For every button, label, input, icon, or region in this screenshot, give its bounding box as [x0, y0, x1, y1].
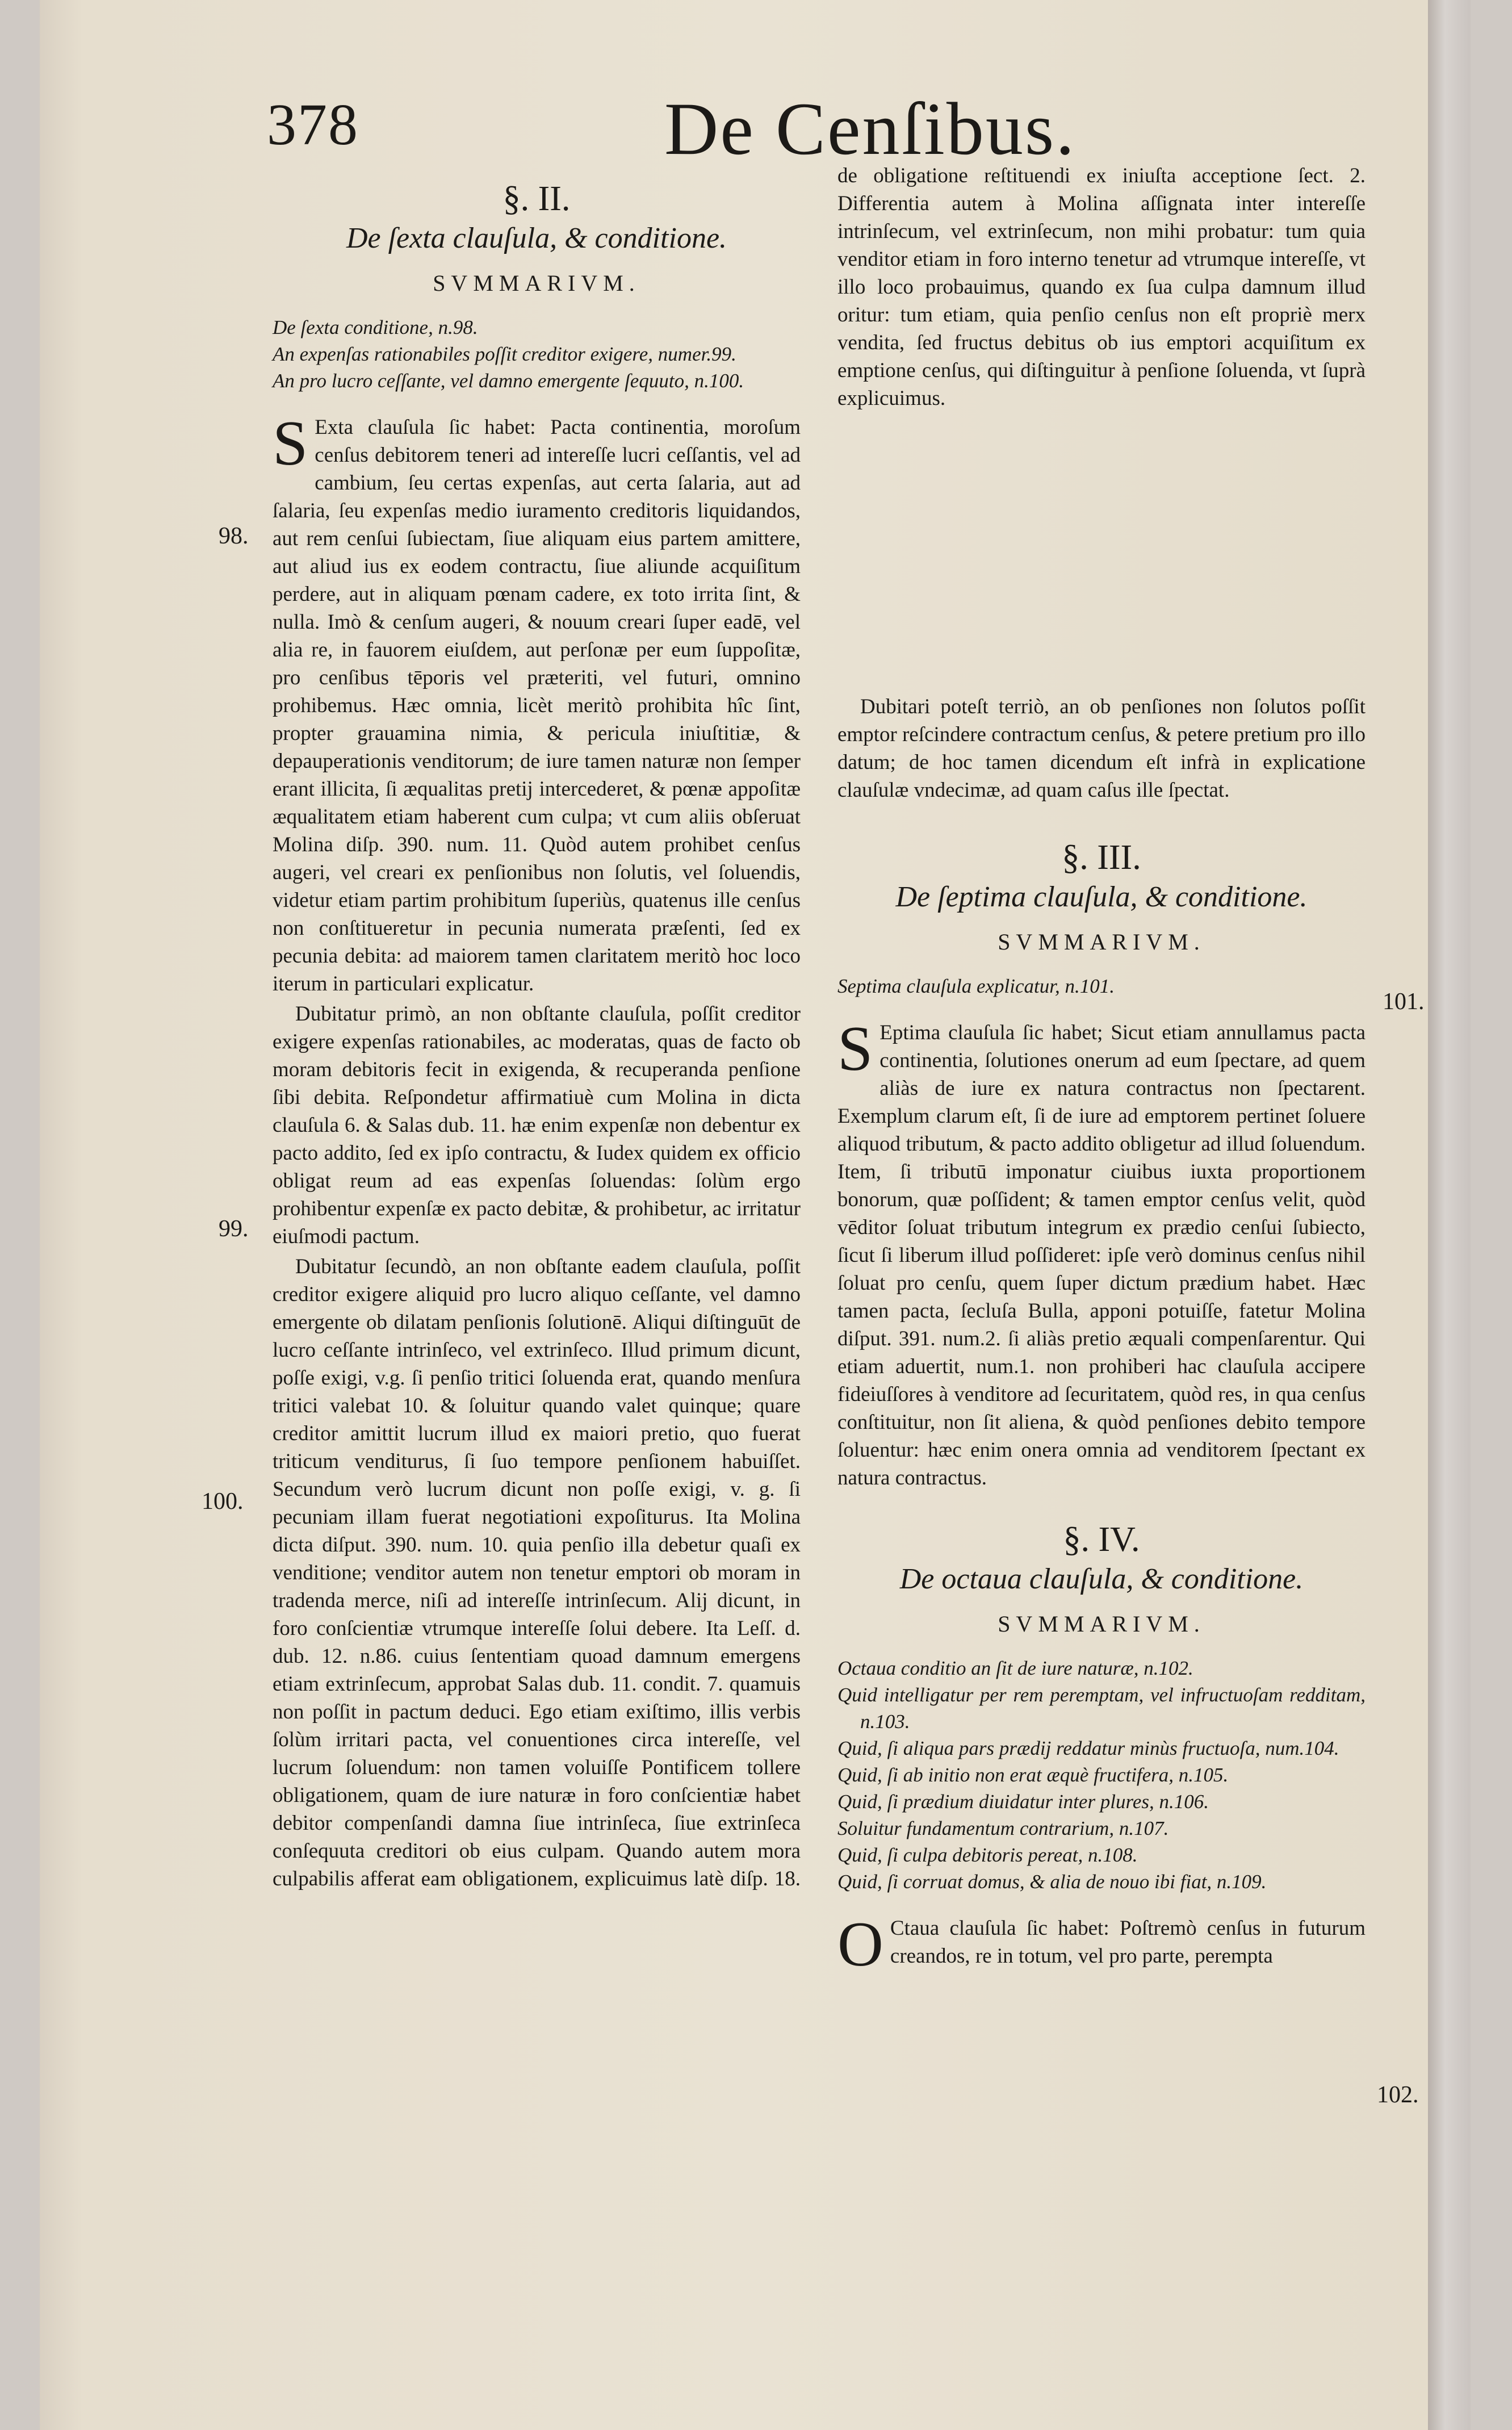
paragraph-100b: Dubitari poteſt terriò, an ob penſiones non ſolutos poſſit emptor reſcindere contractum cenſus, & petere pretium pro illo datum; de hoc tamen dicendum eſt infrà in explicatione clauſulæ vndecimæ, ad quam caſus ille ſpectat.	[837, 695, 1366, 802]
paragraph-102-text: Ctaua clauſula ſic habet: Poſtremò cenſus in futurum creandos, re in totum, vel pro parte, perempta	[890, 1917, 1366, 1968]
left-column	[273, 170, 801, 1897]
summary-item: Quid, ſi culpa debitoris pereat, n.108.	[837, 1844, 1138, 1866]
paragraph-100: Dubitatur ſecundò, an non obſtante eadem clauſula, poſſit creditor exigere aliquid pro lucro aliquo ceſſante, vel damno emergente ob dilatam penſionis ſolutionē. Aliqui diſtinguūt de lucro ceſſante intrinſeco, vel extrinſeco. Illud primum dicunt, poſſe exigi, v.g. ſi penſio tritici ſoluenda erat, quando menſura tritici valebat 10. & ſoluitur quando valet quinque; quare creditor amittit lucrum illud ex maiori pretio, quo fuerat triticum venditurus, ſi ſuo tempore penſionem habuiſſet. Secundum verò lucrum dicunt non poſſe exigi, v. g. ſi pecuniam illam fuerat negotiationi expoſiturus. Ita Molina dicta diſput. 390. num. 10. quia penſio illa debetur quaſi ex venditione; venditor autem non tenetur emptori ob moram in tradenda merce, niſi ad intereſſe intrinſecum. Alij dicunt, in foro conſcientiæ vtrumque intereſſe ſolui debere. Ita Leſſ. d. dub. 12. n.86. cuius ſententiam quoad damnum emergens etiam extrinſecum, approbat Salas dub. 11. condit. 7. quamuis non poſſit in pactum deduci. Ego etiam exiſtimo, illis verbis ſolùm irritari pacta, vel conuentiones circa intereſſe, vel lucrum ſoluendum: non tamen voluiſſe Pontificem tollere obligationem, quam de iure naturæ in foro conſcientiæ habet debitor compenſandi damna ſiue intrinſeca, ſiue extrinſeca conſequuta creditori ob eius culpam. Quando autem mora culpabilis afferat eam obligationem, explicuimus latè diſp. 18.	[273, 1255, 801, 1891]
margin-number-98: 98.	[219, 523, 249, 549]
section-2-summarium: SVMMARIVM.	[433, 270, 640, 296]
paragraph-99: Dubitatur primò, an non obſtante clauſula, poſſit creditor exigere expenſas rationabiles, ac moderatas, quas de facto ob moram debitoris fecit in exigenda, & recuperanda penſione ſibi debita. Reſpondetur affirmatiuè cum Molina in dicta clauſula 6. & Salas dub. 11. hæ enim expenſæ non debentur ex pacto addito, ſed ex ipſo contractu, & Iudex quidem ex officio obligat reum ad eas expenſas ſoluendas: ſolùm ergo prohibentur expenſæ ex pacto debitæ, & prohibetur, ac irritatur eiuſmodi pactum.	[273, 1002, 801, 1248]
summary-item: An pro lucro ceſſante, vel damno emergente ſequuto, n.100.	[273, 370, 744, 392]
section-3-title: De ſeptima clauſula, & conditione.	[895, 881, 1308, 913]
drop-cap: S	[837, 1014, 873, 1084]
paragraph-101-text: Eptima clauſula ſic habet; Sicut etiam annullamus pacta continentia, ſolutiones onerum ad eum ſpectare, ad quem aliàs de iure ex natura contractus non ſpectarent. Exemplum clarum eſt, ſi de iure ad emptorem pertinet ſoluere aliquod tributum, & pacto addito obligetur ad illud ſoluendum. Item, ſi tributū imponatur ciuibus iuxta proportionem bonorum, quæ poſſident; & tamen emptor cenſus velit, quòd vēditor ſoluat tributum integrum ex prædio cenſui ſubiecto, ſicut ſi liberum illud poſſideret: ipſe verò dominus cenſus nihil ſoluat pro cenſu, quem ſuper dictum prædium habet. Hæc tamen pacta, ſecluſa Bulla, apponi potuiſſe, fatetur Molina diſput. 391. num.2. ſi aliàs pretio æquali compenſarentur. Qui etiam aduertit, num.1. non prohiberi hac clauſula accipere fideiuſſores à venditore ad ſecuritatem, quòd res, in qua cenſus conſtituitur, non ſit aliena, & quòd penſiones debito tempore ſoluentur: hæc enim onera omnia ad venditorem ſpectant ex natura contractus.	[837, 1021, 1366, 1490]
right-column	[837, 162, 1366, 1980]
paragraph-100-tail: de obligatione reſtituendi ex iniuſta acceptione ſect. 2. Differentia autem à Molina aſſignata inter intereſſe intrinſecum, vel extrinſecum, non mihi probatur: tum quia venditor etiam in foro interno tenetur ad vtrumque intereſſe, vt illo loco probauimus, quando ex ſua culpa damnum illud oritur: tum etiam, quia penſio cenſus non eſt propriè merx vendita, ſed fructus debitus ob ius emptori acquiſitum ex emptione cenſus, qui diſtinguitur à penſione ſoluenda, vt ſuprà explicuimus.	[837, 164, 1366, 410]
margin-number-100: 100.	[202, 1488, 244, 1515]
margin-number-101: 101.	[1383, 989, 1425, 1015]
section-3-heading: §. III.	[1062, 838, 1141, 877]
summary-item: Octaua conditio an ſit de iure naturæ, n.102.	[837, 1657, 1193, 1679]
paragraph-98-text: Exta clauſula ſic habet: Pacta continentia, moroſum cenſus debitorem teneri ad intereſſe lucri ceſſantis, vel ad cambium, ſeu certas expenſas, aut certa ſalaria, aut ad ſalaria, ſeu expenſas medio iuramento creditoris liquidandos, aut rem cenſui ſubiectam, ſiue aliquam eius partem amittere, aut aliud ius ex eodem contractu, ſiue aliunde acquiſitum perdere, aut in aliquam pœnam cadere, ex toto irrita ſint, & nulla. Imò & cenſum augeri, & nouum creari ſuper eadē, vel alia re, in fauorem eiuſdem, aut perſonæ per eum ſuppoſitæ, pro cenſibus tēporis vel præteriti, vel futuri, omnino prohibemus. Hæc omnia, licèt meritò prohibita hîc ſint, propter grauamina nimia, & pericula iniuſtitiæ, & depauperationis venditorum; de iure tamen naturæ non ſemper erant illicita, ſi æqualitas pretij intercederet, & pœnæ appoſitæ æqualitatem etiam haberent cum culpa; vt cum aliis obſeruat Molina diſp. 390. num. 11. Quòd autem prohibet cenſus augeri, vel creari ex penſionibus non ſolutis, vel ſoluendis, videtur etiam partim prohibitum ſuperiùs, quatenus ille cenſus non conſtitueretur in pecunia numerata præſenti, ſed ex pecunia debita: ad maiorem tamen claritatem meritò hoc loco iterum in particulari explicatur.	[273, 416, 801, 996]
margin-number-99: 99.	[219, 1216, 249, 1242]
section-4-heading: §. IV.	[1063, 1520, 1140, 1559]
paragraph-101	[837, 1014, 1366, 1492]
summary-item: Quid, ſi corruat domus, & alia de nouo ibi fiat, n.109.	[837, 1871, 1267, 1893]
section-4-summarium: SVMMARIVM.	[998, 1611, 1205, 1637]
section-2-heading: §. II.	[502, 179, 571, 218]
summary-item: Quid intelligatur per rem peremptam, vel infructuoſam redditam, n.103.	[837, 1684, 1366, 1733]
paragraph-102	[837, 1909, 1366, 1980]
summary-item: Quid, ſi ab initio non erat æquè fructifera, n.105.	[837, 1764, 1229, 1786]
section-2-summary-list	[273, 314, 801, 394]
drop-cap: S	[273, 408, 308, 479]
summary-item: An expenſas rationabiles poſſit creditor exigere, numer.99.	[273, 343, 736, 365]
page-number: 378	[267, 92, 359, 157]
section-2-title: De ſexta clauſula, & conditione.	[346, 222, 727, 254]
paragraph-98	[273, 408, 801, 998]
summary-item: Septima clauſula explicatur, n.101.	[837, 975, 1115, 997]
summary-item: Soluitur fundamentum contrarium, n.107.	[837, 1817, 1169, 1839]
paragraph-100-continued	[837, 162, 1366, 691]
section-4-title: De octaua clauſula, & conditione.	[899, 1563, 1304, 1595]
drop-cap: O	[837, 1909, 883, 1980]
section-3-summarium: SVMMARIVM.	[998, 929, 1205, 955]
running-title: De Cenſibus.	[664, 87, 1077, 170]
margin-number-102: 102.	[1377, 2082, 1419, 2108]
summary-item: Quid, ſi aliqua pars prædij reddatur minùs fructuoſa, num.104.	[837, 1737, 1339, 1759]
section-3-summary-list	[837, 973, 1366, 999]
page-edge	[1428, 0, 1471, 2430]
section-4-summary-list	[837, 1655, 1366, 1895]
summary-item: Quid, ſi prædium diuidatur inter plures, n.106.	[837, 1791, 1209, 1813]
page-header	[267, 85, 1454, 170]
summary-item: De ſexta conditione, n.98.	[273, 316, 478, 338]
